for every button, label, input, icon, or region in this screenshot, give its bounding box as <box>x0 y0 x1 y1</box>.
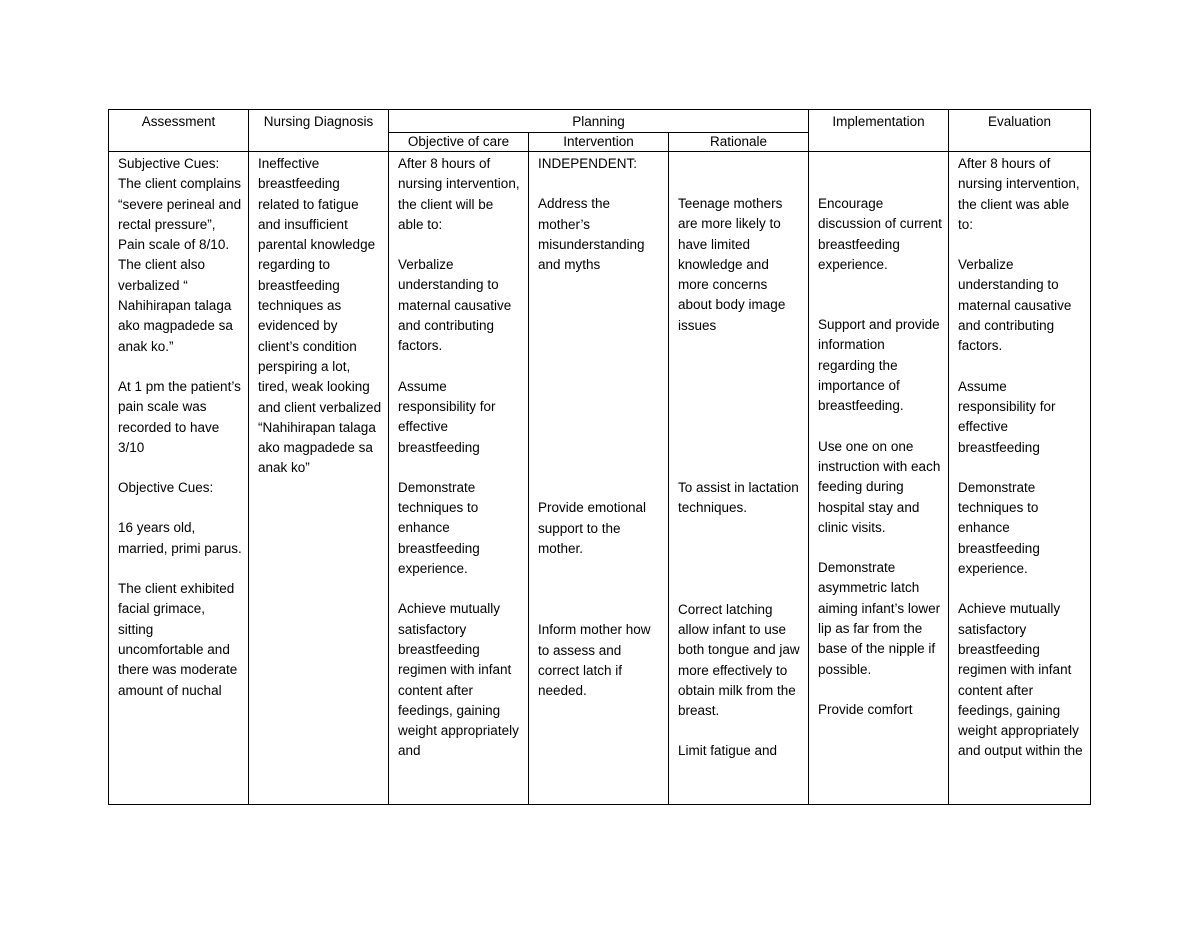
evaluation-item: Demonstrate techniques to enhance breastfeeding experience. <box>958 479 1040 577</box>
rationale-item: Correct latching allow infant to use both tongue and jaw more effectively to obtain milk from the breast. <box>678 601 800 719</box>
objective-item: Assume responsibility for effective breastfeeding <box>398 378 496 455</box>
objective-cues-text-1: 16 years old, married, primi parus. <box>118 520 242 556</box>
implementation-item: Demonstrate asymmetric latch aiming infant’s lower lip as far from the base of the nipple if possible. <box>818 560 941 677</box>
objective-of-care-cell <box>389 152 529 805</box>
subjective-cues-label: Subjective Cues: <box>118 156 220 171</box>
nursing-care-plan-table <box>108 109 1091 805</box>
nursing-diagnosis-cell <box>249 152 389 805</box>
objective-item: Verbalize understanding to maternal causative and contributing factors. <box>398 257 512 354</box>
header-planning: Planning <box>389 110 809 133</box>
pain-followup-text: At 1 pm the patient’s pain scale was recorded to have 3/10 <box>118 378 241 455</box>
header-assessment: Assessment <box>109 110 249 152</box>
subheader-intervention: Intervention <box>529 133 669 152</box>
objective-item: Achieve mutually satisfactory breastfeeding regimen with infant content after feedings, gaining weight appropriately and <box>398 601 519 759</box>
evaluation-cell <box>949 152 1091 805</box>
implementation-item: Provide comfort <box>818 701 913 717</box>
rationale-item: To assist in lactation techniques. <box>678 480 799 516</box>
objective-item: After 8 hours of nursing intervention, the client will be able to: <box>398 156 520 232</box>
evaluation-item: After 8 hours of nursing intervention, the client was able to: <box>958 156 1080 232</box>
rationale-item: Teenage mothers are more likely to have limited knowledge and more concerns about body image issues <box>678 196 786 333</box>
objective-cues-text-2: The client exhibited facial grimace, sitting uncomfortable and there was moderate amount of nuchal <box>118 581 238 698</box>
evaluation-item: Achieve mutually satisfactory breastfeeding regimen with infant content after feedings, gaining weight appropriately and output within the <box>958 601 1083 759</box>
objective-cues-label: Objective Cues: <box>118 480 214 496</box>
implementation-item: Use one on one instruction with each feeding during hospital stay and clinic visits. <box>818 438 941 535</box>
intervention-item: Address the mother’s misunderstanding and myths <box>538 196 645 273</box>
intervention-item: Provide emotional support to the mother. <box>538 500 647 557</box>
evaluation-item: Assume responsibility for effective breastfeeding <box>958 378 1056 455</box>
intervention-item: Inform mother how to assess and correct latch if needed. <box>538 622 651 699</box>
rationale-item: Limit fatigue and <box>678 743 778 759</box>
header-evaluation: Evaluation <box>949 110 1091 152</box>
evaluation-item: Verbalize understanding to maternal causative and contributing factors. <box>958 257 1072 354</box>
intervention-item: INDEPENDENT: <box>538 156 638 171</box>
rationale-cell <box>669 152 809 805</box>
header-nursing-diagnosis: Nursing Diagnosis <box>249 110 389 152</box>
implementation-item: Support and provide information regarding the importance of breastfeeding. <box>818 317 940 414</box>
intervention-cell <box>529 152 669 805</box>
nursing-diagnosis-text: Ineffective breastfeeding related to fatigue and insufficient parental knowledge regarding to breastfeeding techniques as evidenced by client’s condition perspiring a lot, tired, weak looking and client verbalized “Nahihirapan talaga ako magpadede sa anak ko” <box>258 156 382 476</box>
subheader-rationale: Rationale <box>669 133 809 152</box>
implementation-cell <box>809 152 949 805</box>
subjective-cues-text: The client complains “severe perineal and rectal pressure”, Pain scale of 8/10. The client also verbalized “ Nahihirapan talaga ako magpadede sa anak ko.” <box>118 176 242 354</box>
implementation-item: Encourage discussion of current breastfeeding experience. <box>818 196 942 272</box>
subheader-objective-of-care: Objective of care <box>389 133 529 152</box>
objective-item: Demonstrate techniques to enhance breastfeeding experience. <box>398 479 480 577</box>
assessment-cell <box>109 152 249 805</box>
header-implementation: Implementation <box>809 110 949 152</box>
